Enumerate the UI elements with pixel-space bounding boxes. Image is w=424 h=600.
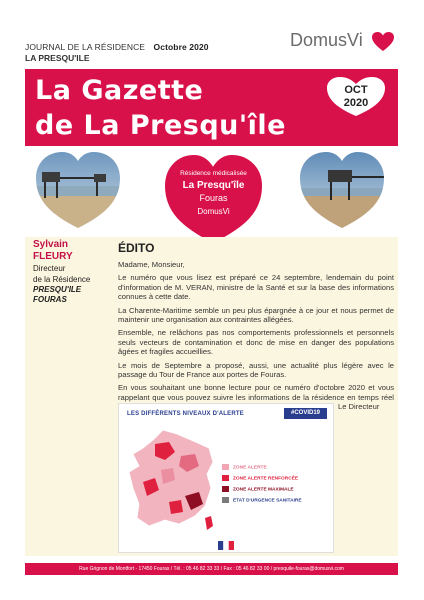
residence-heart [161,150,266,246]
logo-text: DomusVi [290,30,363,50]
beach-photo-left [34,150,122,230]
journal-title: JOURNAL DE LA RÉSIDENCE [25,42,146,52]
edito-paragraph: La Charente-Maritime semble un peu plus épargnée à ce jour et nous permet de maintenir une organisation aux contraintes allégées. [118,305,394,325]
legend-item [222,475,302,486]
date-badge [325,75,387,115]
banner-title-line2: de La Presqu'île [35,110,286,141]
journal-label [25,42,209,52]
residence-label: LA PRESQU'ILE [25,53,90,63]
gazette-banner [25,69,398,146]
legend-label: ETAT D'URGENCE SANITAIRE [233,498,302,504]
legend-label: ZONE ALERTE [233,465,267,471]
author-first-name: Sylvain [33,239,69,250]
edito-body [118,260,394,416]
issue-month: Octobre 2020 [153,42,209,52]
banner-title-line1: La Gazette [35,75,204,106]
edito-title: ÉDITO [118,241,155,255]
alert-legend [222,464,302,508]
author-residence1: PRESQU'ILE [33,285,82,294]
legend-swatch [222,486,229,492]
edito-paragraph: Le mois de Septembre a proposé, aussi, une actualité plus légère avec le passage du Tour de France aux portes de Fouras. [118,360,394,380]
badge-month: OCT [344,84,368,96]
covid-hashtag: #COVID19 [284,408,327,419]
legend-item [222,497,302,508]
legend-item [222,486,302,497]
logo-heart-icon [371,31,395,53]
legend-swatch [222,464,229,470]
author-role: Directeur [33,264,66,273]
legend-swatch [222,475,229,481]
legend-label: ZONE ALERTE RENFORCÉE [233,476,299,482]
edito-greeting: Madame, Monsieur, [118,260,185,269]
edito-paragraph: Ensemble, ne relâchons pas nos comportements professionnels et personnels seuls vecteurs de contamination et donc de mise en danger des populations âgées et fragiles accueillies. [118,328,394,357]
covid-alert-map-card [118,403,334,553]
france-map-image [125,426,221,538]
author-sidebar [33,239,113,305]
signature: Le Directeur [338,402,380,411]
center-heart-line1: Résidence médicalisée [180,170,247,177]
center-heart-line4: DomusVi [197,207,230,216]
edito-p5-text: En vous souhaitant une bonne lecture pour ce numéro d'octobre 2020 et vous rappelant que vous pouvez suivre les informations de la résidence en temps réel [118,383,394,402]
french-republic-flag-icon [218,541,234,550]
legend-item [222,464,302,475]
alert-map-title: LES DIFFÉRENTS NIVEAUX D'ALERTE [127,411,244,417]
legend-swatch [222,497,229,503]
edito-paragraph: Le numéro que vous lisez est préparé ce 24 septembre, lendemain du point d'information de M. VERAN, ministre de la Santé et sur la base des informations connues à cette date. [118,273,394,302]
author-residence2: FOURAS [33,295,67,304]
domusvi-logo [290,30,363,51]
legend-label: ZONE ALERTE MAXIMALE [233,487,294,493]
center-heart-line3: Fouras [199,193,228,203]
author-last-name: FLEURY [33,251,73,262]
badge-year: 2020 [343,97,369,109]
badge-text [325,84,387,110]
footer-contact-bar: Rue Grignon de Montfort - 17450 Fouras / Tél. : 05 46 82 33 33 / Fax : 05 46 82 33 00 / presquile-fouras@domusvi.com [25,563,398,575]
beach-photo-right [298,150,386,230]
center-heart-line2: La Presqu'île [182,180,245,191]
author-role2: de la Résidence [33,275,91,284]
